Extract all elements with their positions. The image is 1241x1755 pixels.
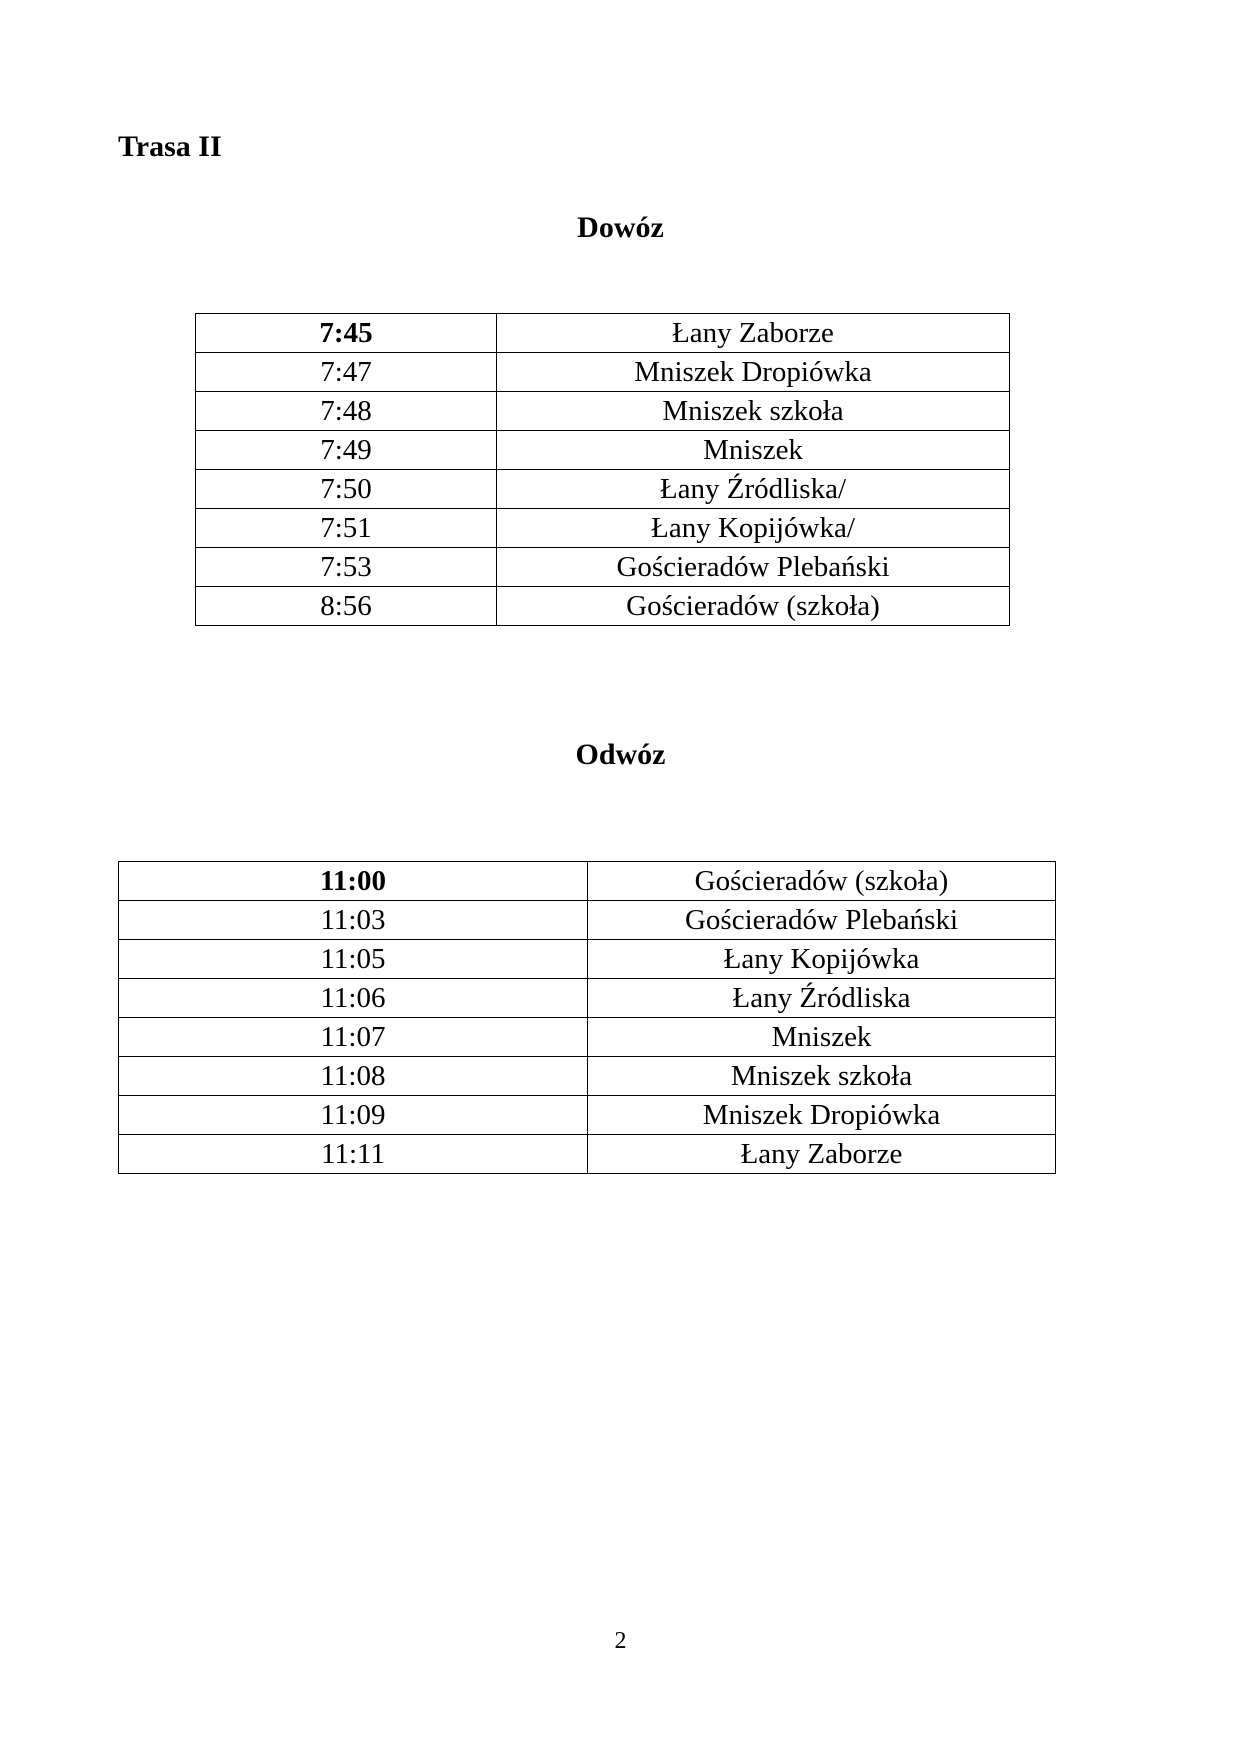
section-title-dowoz: Dowóz [577,211,664,244]
departure-time: 11:00 [119,862,588,901]
table-row [119,940,1056,979]
departure-time: 11:05 [119,940,588,979]
stop-name: Mniszek szkoła [588,1057,1056,1096]
departure-time: 11:08 [119,1057,588,1096]
departure-time: 11:09 [119,1096,588,1135]
stop-name: Mniszek Dropiówka [497,353,1010,392]
departure-time: 7:45 [196,314,497,353]
departure-time: 7:50 [196,470,497,509]
table-row [196,509,1010,548]
table-row [119,1135,1056,1174]
stop-name: Mniszek Dropiówka [588,1096,1056,1135]
table-row [196,431,1010,470]
page-number: 2 [614,1628,627,1654]
table-row [119,1057,1056,1096]
stop-name: Łany Zaborze [497,314,1010,353]
stop-name: Łany Zaborze [588,1135,1056,1174]
table-row [196,314,1010,353]
stop-name: Łany Kopijówka/ [497,509,1010,548]
departure-time: 11:11 [119,1135,588,1174]
route-title: Trasa II [118,130,222,163]
section-title-odwoz: Odwóz [575,738,666,771]
stop-name: Mniszek [497,431,1010,470]
stop-name: Łany Źródliska/ [497,470,1010,509]
odwoz-schedule-table [118,861,1056,1174]
table-row [196,470,1010,509]
table-row [119,862,1056,901]
table-row [119,1018,1056,1057]
stop-name: Mniszek [588,1018,1056,1057]
departure-time: 7:49 [196,431,497,470]
stop-name: Gościeradów (szkoła) [497,587,1010,626]
departure-time: 11:07 [119,1018,588,1057]
table-row [196,587,1010,626]
stop-name: Łany Źródliska [588,979,1056,1018]
table-row [196,392,1010,431]
departure-time: 11:06 [119,979,588,1018]
stop-name: Mniszek szkoła [497,392,1010,431]
table-row [196,353,1010,392]
stop-name: Gościeradów Plebański [497,548,1010,587]
table-row [119,1096,1056,1135]
table-row [119,901,1056,940]
departure-time: 7:51 [196,509,497,548]
departure-time: 11:03 [119,901,588,940]
departure-time: 7:53 [196,548,497,587]
departure-time: 8:56 [196,587,497,626]
table-row [119,979,1056,1018]
stop-name: Gościeradów (szkoła) [588,862,1056,901]
stop-name: Łany Kopijówka [588,940,1056,979]
table-row [196,548,1010,587]
stop-name: Gościeradów Plebański [588,901,1056,940]
departure-time: 7:48 [196,392,497,431]
departure-time: 7:47 [196,353,497,392]
dowoz-schedule-table [195,313,1010,626]
